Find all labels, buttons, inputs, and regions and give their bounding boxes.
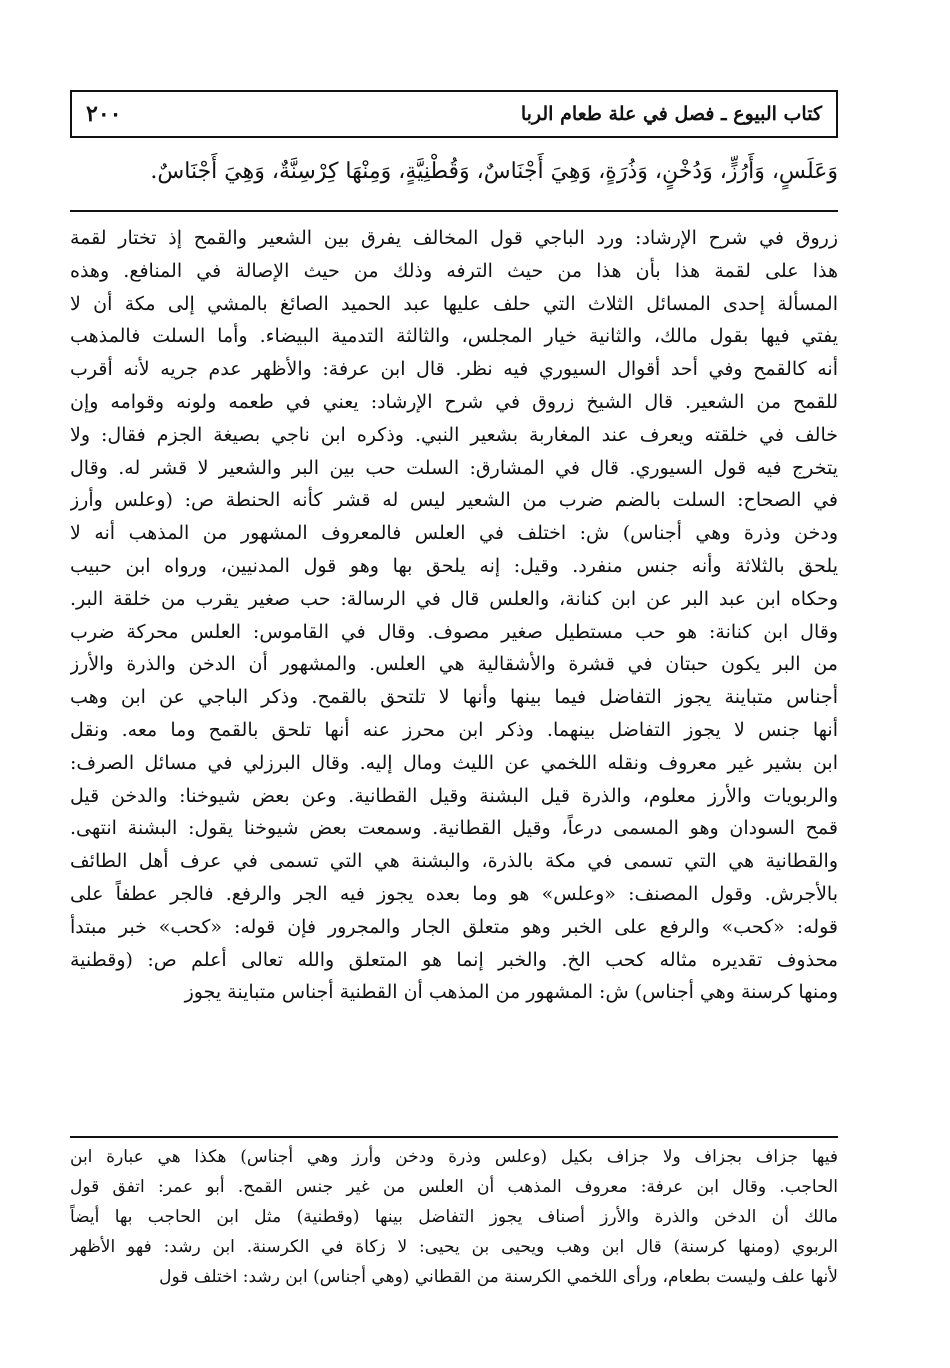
hashiya-line: فيها جزاف بجزاف ولا جزاف بكيل (وعلس وذرة ودخن وأرز وهي أجناس) هكذا هي عبارة ابن [70,1147,838,1167]
divider-rule [70,210,838,212]
sharh-line: ومنها كرسنة وهي أجناس) ش: المشهور من المذهب أن القطنية أجناس متباينة يجوز [184,981,838,1004]
sharh-line: للقمح من الشعير. قال الشيخ زروق في شرح الإرشاد: يعني في طعمه ولونه وقوامه وإن [70,390,838,413]
page-number: ٢٠٠ [86,101,122,127]
sharh-line: أنه كالقمح وفي أحد أقوال السيوري فيه نظر. قال ابن عرفة: والأظهر عدم جريه لأنه أقرب [70,358,838,381]
hashiya-line: لأنها علف وليست بطعام، ورأى اللخمي الكرسنة من القطاني (وهي أجناس) ابن رشد: اختلف قول [159,1267,838,1287]
sharh-line: والقطانية هي التي تسمى في مكة بالذرة، والبشنة هي التي تسمى في عرف أهل الطائف [70,850,838,873]
footnote-divider-rule [70,1136,838,1138]
hashiya-line: الربوي (ومنها كرسنة) قال ابن وهب ويحيى بن يحيى: لا زكاة في الكرسنة. ابن رشد: فهو الأظهر [70,1237,838,1257]
sharh-line: من البر يكون حبتان في قشرة والأشقالية هي العلس. والمشهور أن الدخن والذرة والأرز [70,653,838,676]
sharh-line: ابن بشير غير معروف ونقله اللخمي عن الليث ومال إليه. وقال البرزلي في مسائل الصرف: [70,751,838,774]
matn-text: وَعَلَسٍ، وَأَرُزٍّ، وَدُخْنٍ، وَذُرَةٍ، وَهِيَ أَجْنَاسٌ، وَقُطْنِيَّةٍ، وَمِنْهَا كِرْسِنَّةٌ، وَهِيَ أَجْنَاسٌ. [150,159,838,184]
sharh-line: قوله: «كحب» والرفع على الخبر وهو متعلق الجار والمجرور فإن قوله: «كحب» خبر مبتدأ [70,915,838,938]
sharh-line: أنها جنس لا يجوز التفاضل بينهما. وذكر ابن محرز عنه أنها تلحق بالقمح وما معه. ونقل [70,718,838,741]
sharh-line: في الصحاح: السلت بالضم ضرب من الشعير ليس له قشر كأنه الحنطة ص: (وعلس وأرز [70,489,838,512]
hashiya-line: مالك أن الدخن والذرة والأرز أصناف يجوز التفاضل بينها (وقطنية) مثل ابن الحاجب بها أيضاً [70,1207,838,1227]
header-title: كتاب البيوع ـ فصل في علة طعام الربا [520,103,822,125]
sharh-line: ودخن وذرة وهي أجناس) ش: اختلف في العلس فالمعروف المشهور من المذهب أنه لا [70,522,838,545]
sharh-line: وحكاه ابن عبد البر عن ابن كنانة، والعلس قال في الرسالة: حب صغير يقرب من خلقة البر. [70,587,838,610]
sharh-line: يلحق بالثلاثة وأنه جنس منفرد. وقيل: إنه يلحق بها وهو قول المدنيين، ورواه ابن حبيب [70,554,838,577]
sharh-line: زروق في شرح الإرشاد: ورد الباجي قول المخالف يفرق بين الشعير والقمح إذ تختار لقمة [70,227,838,249]
hashiya-footnote [70,1142,838,1292]
running-header [70,90,838,138]
book-page [70,90,842,1348]
sharh-line: بالأجرش. وقول المصنف: «وعلس» هو وما بعده يجوز فيه الجر والرفع. فالجر عطفاً على [70,882,838,905]
sharh-line: يفتي فيها بقول مالك، والثانية خيار المجلس، والثالثة التدمية البيضاء. وأما السلت فالمذهب [70,325,838,348]
sharh-line: أجناس متباينة يجوز التفاضل فيما بينها وأنها لا تلتحق بالقمح. وذكر الباجي عن ابن وهب [70,686,838,709]
sharh-commentary [70,222,838,1009]
sharh-line: والربويات والأرز معلوم، والذرة قيل البشنة وقيل القطانية. وعن بعض شيوخنا: والدخن قيل [70,784,838,807]
sharh-line: يتخرج فيه قول السيوري. قال في المشارق: السلت حب بين البر والشعير لا قشر له. وقال [70,456,838,479]
sharh-line: وقال ابن كنانة: هو حب مستطيل صغير مصوف. وقال في القاموس: العلس محركة ضرب [70,620,838,643]
sharh-line: قمح السودان وهو المسمى درعاً، وقيل القطانية. وسمعت بعض شيوخنا يقول: البشنة انتهى. [70,817,838,840]
sharh-line: خالف في خلقته ويعرف عند المغاربة بشعير النبي. وذكره ابن ناجي بصيغة الجزم فقال: ولا [70,423,838,446]
sharh-line: محذوف تقديره مثاله كحب الخ. والخبر إنما هو المتعلق والله تعالى أعلم ص: (وقطنية [70,948,838,971]
sharh-line: المسألة إحدى المسائل الثلاث التي حلف عليها عبد الحميد الصائغ بالمشي إلى مكة أن لا [70,292,838,315]
hashiya-line: الحاجب. وقال ابن عرفة: معروف المذهب أن العلس من غير جنس القمح. أبو عمر: اتفق قول [70,1177,838,1197]
sharh-line: هذا على لقمة هذا بأن هذا من حيث الترفه وذلك من حيث الإصالة في المنافع. وهذه [70,259,838,282]
